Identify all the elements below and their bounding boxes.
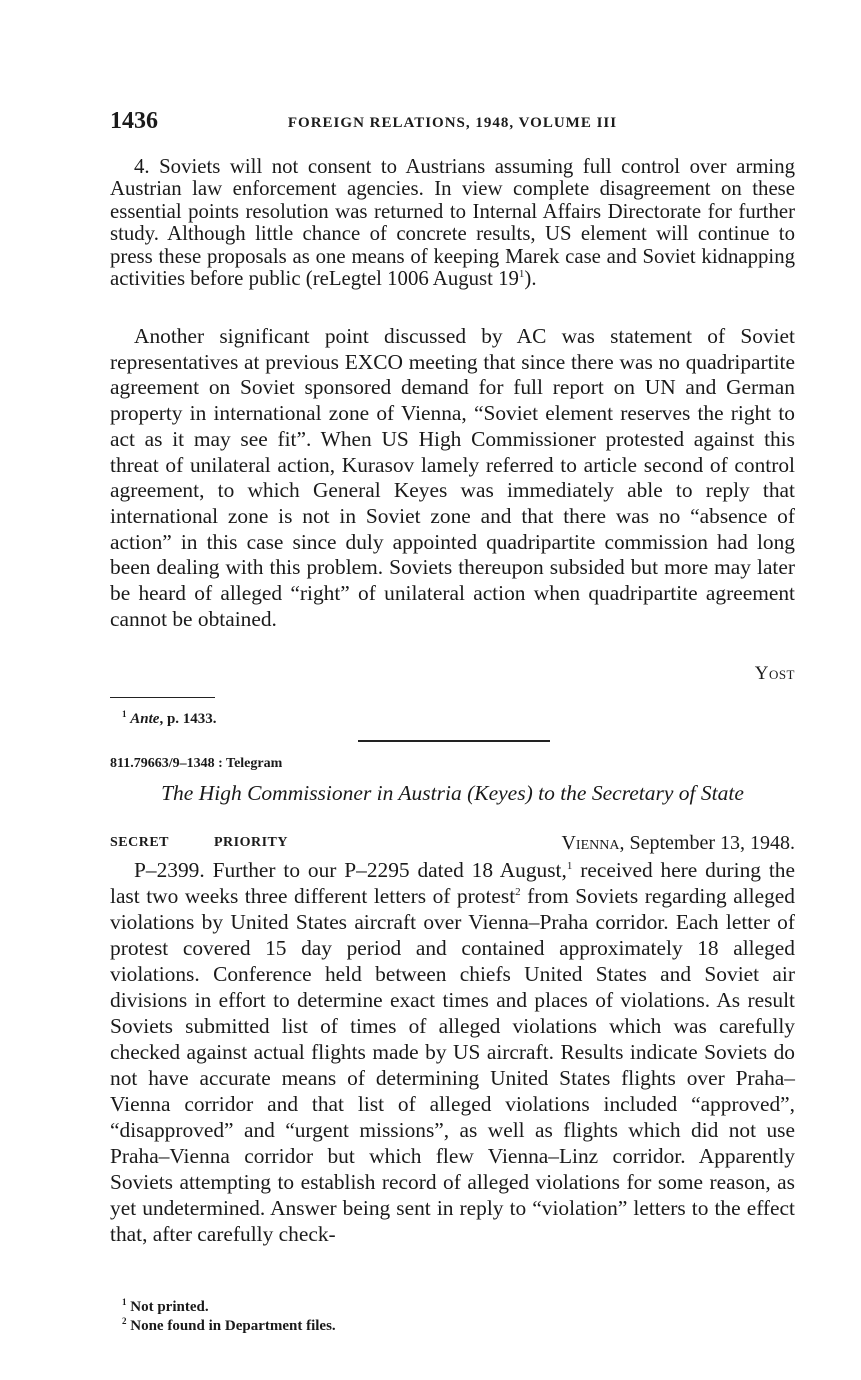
file-number: 811.79663/9–1348 : Telegram — [110, 756, 283, 771]
paragraph-telegram — [110, 857, 795, 1247]
footnote — [122, 1316, 336, 1335]
paragraph-soviet-statement: Another significant point discussed by AC was statement of Soviet representatives at previous EXCO meeting that since there was no quadripartite agreement on Soviet sponsored demand for full report on UN and German property in international zone of Vienna, “Soviet element reserves the right to act as it may see fit”. When US High Commissioner protested against this threat of unilateral action, Kurasov lamely referred to article second of control agreement, to which General Keyes was immediately able to reply that international zone is not in Soviet zone and that there was no “absence of action” in this case since duly appointed quadripartite commission had long been dealing with this problem. Soviets thereupon subsided but more may later be heard of alleged “right” of unilateral action when quadripartite agreement cannot be obtained. — [110, 324, 795, 631]
place: Vienna — [561, 832, 620, 854]
signature: Yost — [754, 663, 795, 684]
section-divider — [358, 740, 550, 742]
paragraph-4 — [110, 156, 795, 290]
footnote-ref: 1 — [566, 859, 573, 872]
footnote-text: , p. 1433. — [159, 711, 217, 727]
place-date — [561, 832, 795, 855]
footnote-divider — [110, 697, 215, 698]
telegram-text-a: P–2399. Further to our P–2295 dated 18 August, — [134, 858, 567, 882]
date: , September 13, 1948. — [619, 832, 795, 854]
dateline — [110, 832, 795, 856]
footnote-ref: 1 — [518, 268, 525, 281]
footnote-marker: 2 — [122, 1316, 127, 1326]
page-header — [110, 108, 795, 142]
footnote-marker: 1 — [122, 1297, 127, 1307]
priority: PRIORITY — [214, 835, 289, 850]
document-title: The High Commissioner in Austria (Keyes) to the Secretary of State — [161, 781, 744, 805]
paragraph-4-end: ). — [524, 267, 537, 291]
classification: SECRET — [110, 835, 170, 850]
footnote-italic: Ante — [130, 711, 160, 727]
footnote-marker: 1 — [122, 709, 127, 719]
telegram-text-b: received here during the last two weeks three different letters of protest — [110, 858, 795, 908]
footnote-text: Not printed. — [130, 1299, 209, 1315]
footnote — [122, 1297, 209, 1316]
running-head: FOREIGN RELATIONS, 1948, VOLUME III — [287, 115, 618, 131]
page-number: 1436 — [110, 108, 158, 134]
paragraph-4-text: 4. Soviets will not consent to Austrians assuming full control over arming Austrian law enforcement agencies. In view complete disagreement on these essential points resolution was returned to Internal Affairs Directorate for further study. Although little chance of concrete results, US element will continue to press these proposals as one means of keeping Marek case and Soviet kidnapping activities before public (reLegtel 1006 August 19 — [110, 155, 795, 291]
footnote-ref: 2 — [515, 885, 521, 898]
footnote-text: None found in Department files. — [130, 1318, 336, 1334]
footnote — [122, 709, 217, 728]
telegram-text-c: from Soviets regarding alleged violations by United States aircraft over Vienna–Praha corridor. Each letter of protest covered 15 day period and contained approximately 18 alleged violations. Conference held between chiefs United States and Soviet air divisions in effort to determine exact times and places of violations. As result Soviets submitted list of times of alleged violations which was carefully checked against actual flights made by US aircraft. Results indicate Soviets do not have accurate means of determining United States flights over Praha–Vienna corridor and that list of alleged violations included “approved”, “disapproved” and “urgent missions”, as well as flights which did not use Praha–Vienna corridor but which flew Vienna–Linz corridor. Apparently Soviets attempting to establish record of alleged violations for some reason, as yet undetermined. Answer being sent in reply to “violation” letters to the effect that, after carefully check- — [110, 884, 796, 1246]
